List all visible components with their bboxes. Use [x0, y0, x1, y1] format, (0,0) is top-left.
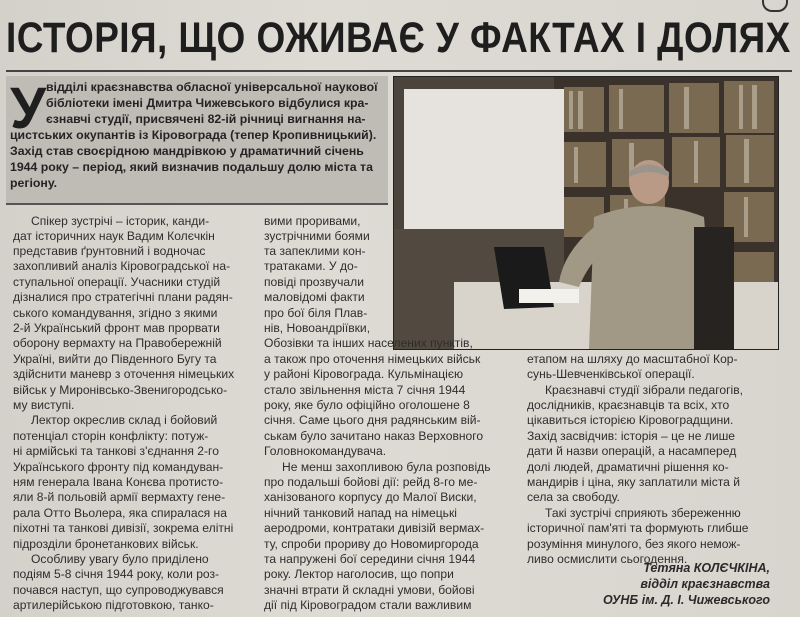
col1-line: дізналися про стратегічні плани радян- [13, 290, 233, 304]
corner-mark [762, 0, 788, 12]
col2-line: дії під Кіровоградом стали важливим [264, 598, 472, 612]
col2-line: ськам було зачитано наказ Верховного [264, 429, 484, 443]
col1-line: оборону вермахту на Правобережній [13, 336, 222, 350]
col1-line: захопливий аналіз Кіровоградської на- [13, 259, 231, 273]
dropcap: У [10, 76, 47, 141]
col1-line: ського командування, згідно з якими [13, 306, 218, 320]
col1-line: Українського фронту під командуван- [13, 460, 224, 474]
lead-line: бібліотеки імені Дмитра Чижевського відбулися кра- [46, 96, 369, 110]
headline: ІСТОРІЯ, ЩО ОЖИВАЄ У ФАКТАХ І ДОЛЯХ [6, 14, 791, 62]
col2-line: про бої біля Плав- [264, 306, 368, 320]
col2-line: та запеклими кон- [264, 244, 366, 258]
col1-line: ні армійські та танкові з'єднання 2-го [13, 444, 219, 458]
col3-line: ливо осмислити сьогодення. [527, 552, 688, 566]
col2-line: Не менш захопливою була розповідь [282, 460, 491, 474]
col2-line: ханізованого корпусу до Малої Виски, [264, 490, 477, 504]
col2-line: року. Лектор наголосив, що попри [264, 567, 454, 581]
col3-line: історичної пам'яті та формують глибше [527, 521, 749, 535]
col1-line: дат історичних наук Вадим Колєчкін [13, 229, 215, 243]
col2-line: тратаками. У до- [264, 259, 358, 273]
col2-line: у районі Кіровограда. Кульмінацією [264, 367, 464, 381]
col1-line: почався наступ, що супроводжувався [13, 583, 224, 597]
col3-line: долі людей, драматичні рішення ко- [527, 460, 729, 474]
col2-line: нічний танковий напад на німецькі [264, 506, 457, 520]
col3-line: Такі зустрічі сприяють збереженню [545, 506, 741, 520]
byline-department: відділ краєзнавства [640, 577, 770, 591]
lead-line: 1944 року – період, який визначив подальшу долю міста та [10, 160, 373, 174]
col2-line: Обозівки та інших населених пунктів, [264, 336, 473, 350]
col2-line: Головнокомандувача. [264, 444, 387, 458]
headline-rule [6, 70, 792, 72]
col1-line: 2-й Український фронт мав прорвати [13, 321, 220, 335]
lecturer-photo [393, 76, 779, 350]
col1-line: Україні, вийти до Південного Бугу та [13, 352, 217, 366]
col1-line: Лектор окреслив склад і бойовий [31, 413, 218, 427]
col1-line: Особливу увагу було приділено [31, 552, 209, 566]
byline-author: Тетяна КОЛЄЧКІНА, [643, 561, 770, 575]
lead-line: єзнавчі студії, присвячені 82-ій річниці вигнання на- [46, 112, 366, 126]
col1-line: му виступі. [13, 398, 75, 412]
col1-line: військ у Миронівсько-Звенигородсько- [13, 383, 228, 397]
col2-line: аеродроми, контратаки дивізій вермах- [264, 521, 485, 535]
col1-line: ступальної операції. Учасники студій [13, 275, 221, 289]
col2-line: ту, спроби прориву до Новомиргорода [264, 537, 479, 551]
col2-line: та напружені бої середини січня 1944 [264, 552, 476, 566]
col1-line: ням генерала Івана Конєва протисто- [13, 475, 224, 489]
col1-line: потенціал сторін конфлікту: потуж- [13, 429, 209, 443]
col2-line: а також про оточення німецьких військ [264, 352, 481, 366]
col1-line: здійснити маневр з оточення німецьких [13, 367, 235, 381]
col3-line: дослідників, краєзнавців та всіх, хто [527, 398, 730, 412]
col3-line: Краєзнавчі студії зібрали педагогів, [545, 383, 744, 397]
col1-line: представив ґрунтовний і водночас [13, 244, 206, 258]
col3-line: села за свободу. [527, 490, 620, 504]
byline-organization: ОУНБ ім. Д. І. Чижевського [602, 593, 770, 607]
col2-line: зустрічними боями [264, 229, 370, 243]
col1-line: артилерійською підготовкою, танко- [13, 598, 214, 612]
col2-line: року, яке було офіційно оголошене 8 [264, 398, 470, 412]
col2-line: стало звільнення міста 7 січня 1944 [264, 383, 466, 397]
col2-line: січня. Саме цього дня радянським вій- [264, 413, 481, 427]
col3-line: мандирів і ціна, яку заплатили міста й [527, 475, 740, 489]
col1-line: підрозділи бронетанкових військ. [13, 537, 199, 551]
col1-line: рала Отто Вьолера, яка спиралася на [13, 506, 227, 520]
lead-line: регіону. [10, 176, 58, 190]
col2-line: вими проривами, [264, 214, 361, 228]
col1-line: піхотні та танкові дивізії, зокрема елітні [13, 521, 234, 535]
col2-line: маловідомі факти [264, 290, 365, 304]
col3-line: етапом на шляху до масштабної Кор- [527, 352, 738, 366]
col1-line: яли 8-й польовій армії вермахту гене- [13, 490, 226, 504]
lead-line: Захід став своєрідною мандрівкою у драматичний січень [10, 144, 364, 158]
col2-line: значні втрати й складні умови, бойові [264, 583, 475, 597]
col3-line: Захід засвідчив: історія – це не лише [527, 429, 736, 443]
col3-line: сунь-Шевченківської операції. [527, 367, 695, 381]
lead-line: цистських окупантів із Кіровограда (тепер Кропивницький). [10, 128, 377, 142]
col3-line: дати й назви операцій, а насамперед [527, 444, 737, 458]
col1-line: Спікер зустрічі – історик, канди- [31, 214, 210, 228]
col3-line: цікавиться історією Кіровоградщини. [527, 413, 734, 427]
col2-line: повіді прозвучали [264, 275, 364, 289]
col2-line: нів, Новоандріївки, [264, 321, 371, 335]
col1-line: подіям 5-8 січня 1944 року, коли роз- [13, 567, 220, 581]
col3-line: розуміння минулого, без якого немож- [527, 537, 741, 551]
col2-line: про подальші бойові дії: рейд 8-го ме- [264, 475, 478, 489]
photo-illustration [394, 77, 778, 349]
lead-line: відділі краєзнавства обласної універсальної наукової [46, 80, 378, 94]
